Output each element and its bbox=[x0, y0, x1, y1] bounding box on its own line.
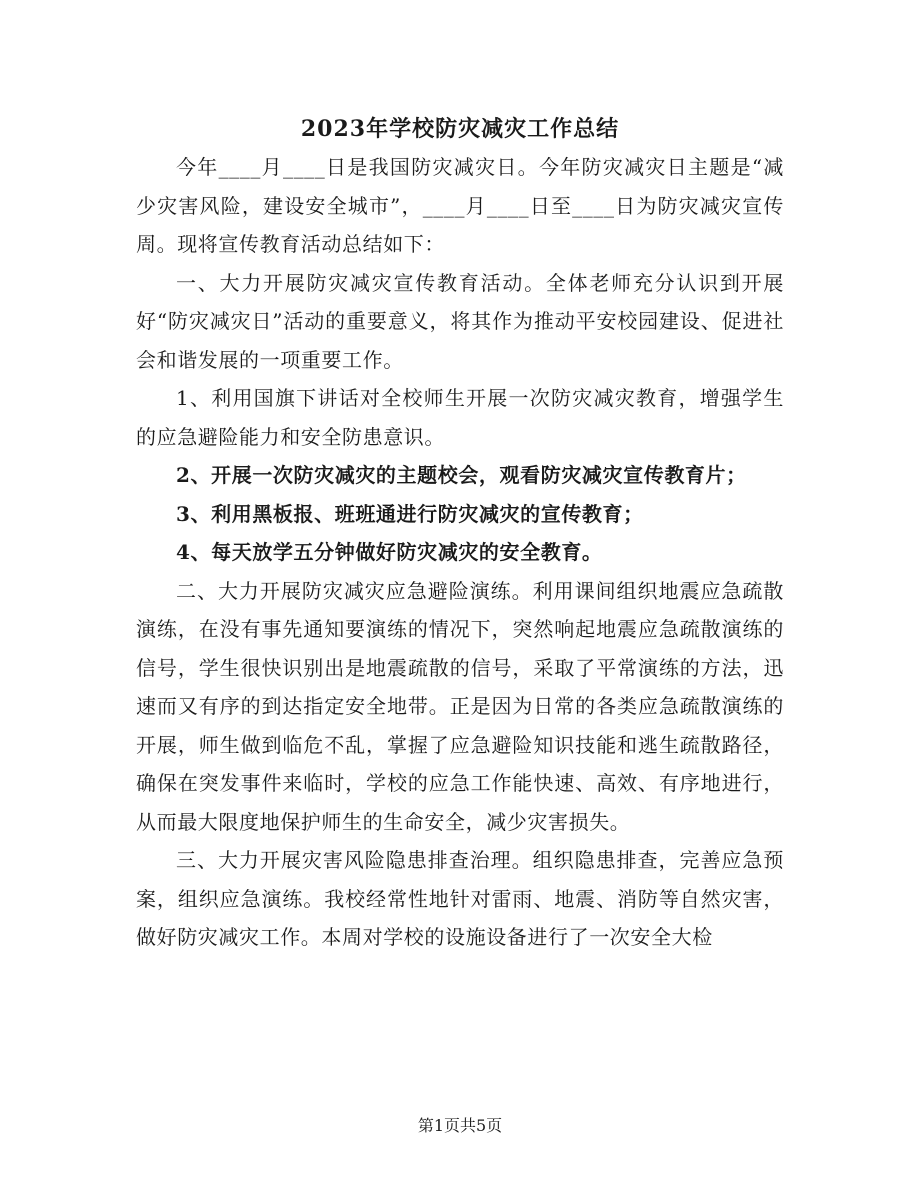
paragraph-intro: 今年____月____日是我国防灾减灾日。今年防灾减灾日主题是“减少灾害风险，建设安全城市”，____月____日至____日为防灾减灾宣传周。现将宣传教育活动总结如下： bbox=[136, 155, 784, 256]
paragraph-item-1: 1、利用国旗下讲话对全校师生开展一次防灾减灾教育，增强学生的应急避险能力和安全防患意识。 bbox=[136, 386, 784, 449]
document-title: 2023年学校防灾减灾工作总结 bbox=[300, 116, 620, 142]
paragraph-section-2: 二、大力开展防灾减灾应急避险演练。利用课间组织地震应急疏散演练，在没有事先通知要演练的情况下，突然响起地震应急疏散演练的信号，学生很快识别出是地震疏散的信号，采取了平常演练的方法，迅速而又有序的到达指定安全地带。正是因为日常的各类应急疏散演练的开展，师生做到临危不乱，掌握了应急避险知识技能和逃生疏散路径，确保在突发事件来临时，学校的应急工作能快速、高效、有序地进行，从而最大限度地保护师生的生命安全，减少灾害损失。 bbox=[136, 578, 784, 834]
paragraph-item-4: 4、每天放学五分钟做好防灾减灾的安全教育。 bbox=[176, 540, 603, 564]
page-footer: 第1页共5页 bbox=[417, 1116, 503, 1135]
paragraph-item-3: 3、利用黑板报、班班通进行防灾减灾的宣传教育； bbox=[176, 501, 644, 526]
paragraph-section-1: 一、大力开展防灾减灾宣传教育活动。全体老师充分认识到开展好“防灾减灾日”活动的重要意义，将其作为推动平安校园建设、促进社会和谐发展的一项重要工作。 bbox=[136, 270, 784, 372]
paragraph-section-3: 三、大力开展灾害风险隐患排查治理。组织隐患排查，完善应急预案，组织应急演练。我校经常性地针对雷雨、地震、消防等自然灾害，做好防灾减灾工作。本周对学校的设施设备进行了一次安全大检 bbox=[136, 848, 784, 949]
paragraph-item-2: 2、开展一次防灾减灾的主题校会，观看防灾减灾宣传教育片； bbox=[176, 463, 747, 487]
document-body bbox=[136, 148, 784, 957]
